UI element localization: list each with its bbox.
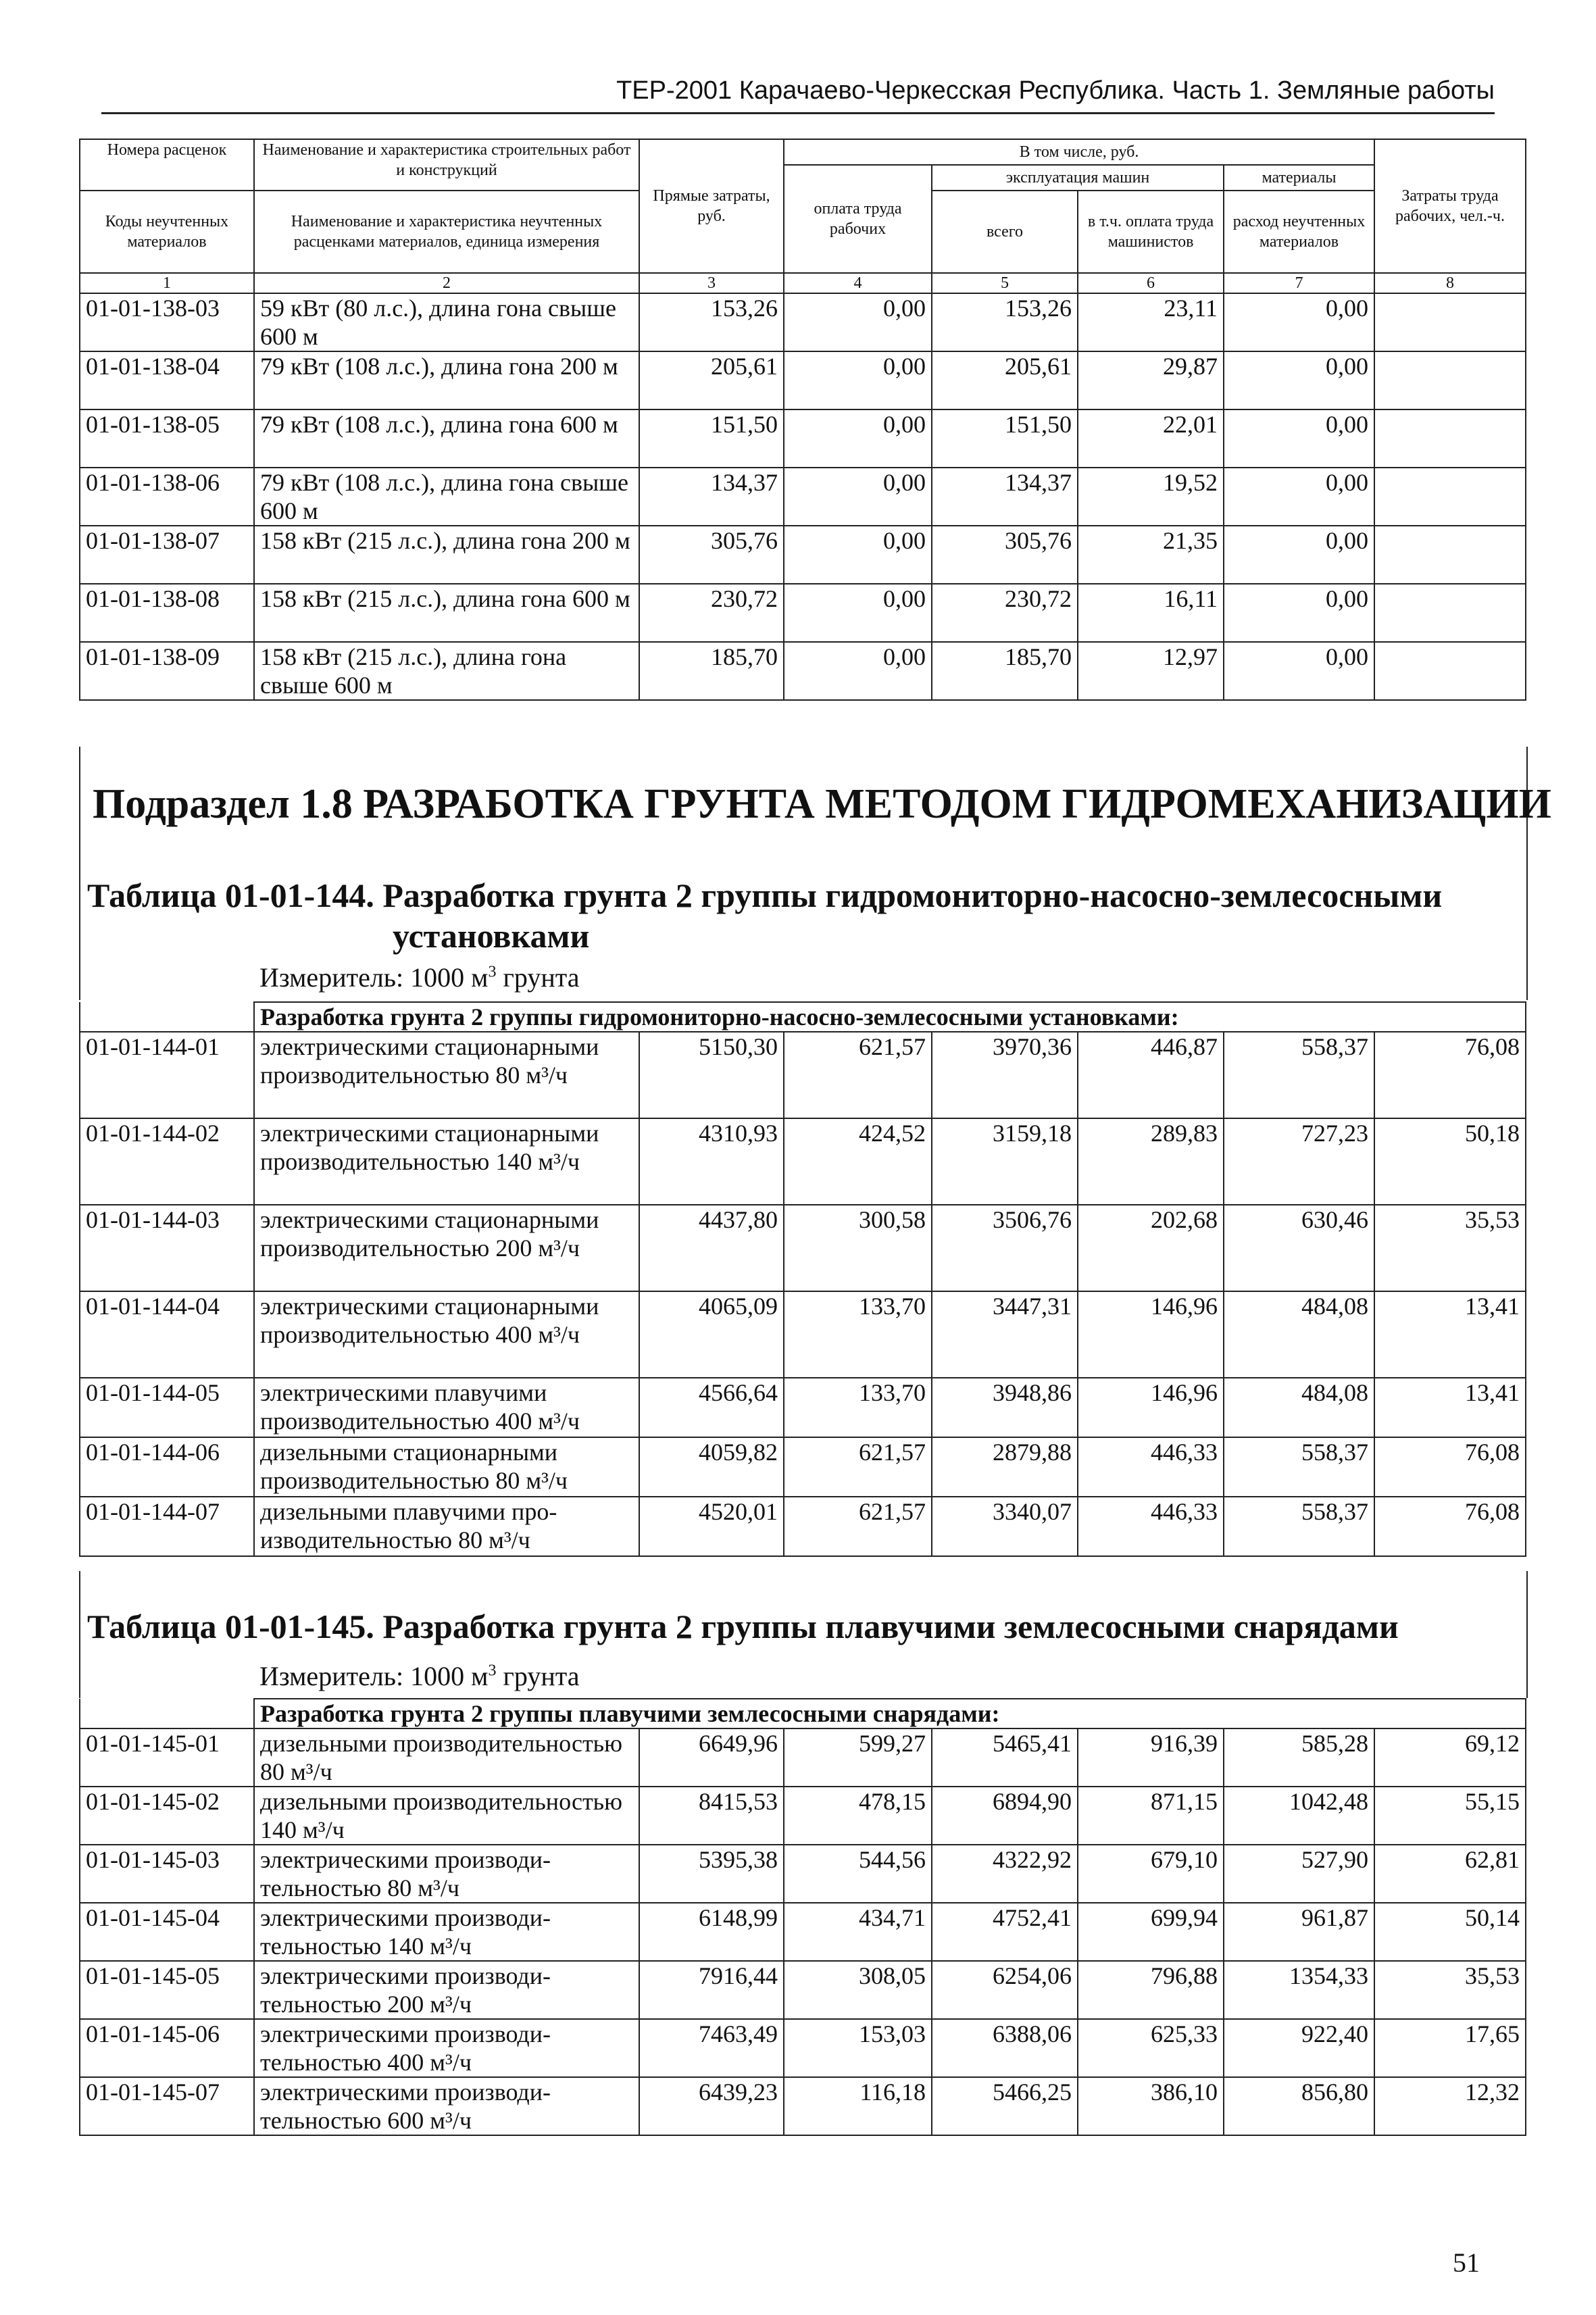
section-title: Подраздел 1.8 РАЗРАБОТКА ГРУНТА МЕТОДОМ ГИДРОМЕХАНИЗАЦИИ (93, 781, 1551, 827)
operator-pay-value: 29,87 (1078, 351, 1224, 409)
header-rate-numbers: Номера расценок (80, 139, 254, 191)
rate-description: электрическими производительностью 200 м³/ч (254, 1961, 639, 2019)
direct-costs-value: 4520,01 (639, 1497, 784, 1556)
worker-pay-value: 424,52 (784, 1118, 932, 1205)
rate-description: дизельными плавучими производительностью 80 м³/ч (254, 1497, 639, 1556)
labor-costs-value: 55,15 (1374, 1787, 1526, 1845)
rate-code: 01-01-144-03 (80, 1205, 254, 1291)
labor-costs-value: 76,08 (1374, 1497, 1526, 1556)
table-row (80, 1032, 1526, 1118)
labor-costs-value: 35,53 (1374, 1205, 1526, 1291)
direct-costs-value: 151,50 (639, 409, 784, 468)
rate-code: 01-01-138-08 (80, 584, 254, 642)
materials-value: 484,08 (1224, 1378, 1374, 1437)
header-material-consumption: расход неучтенных материалов (1224, 191, 1374, 273)
machine-total-value: 134,37 (932, 468, 1078, 526)
rate-code: 01-01-145-05 (80, 1961, 254, 2019)
table145-title: Таблица 01-01-145. Разработка грунта 2 группы плавучими землесосными снарядами (87, 1608, 1399, 1645)
page-header-title: ТЕР-2001 Карачаево-Черкесская Республика. Часть 1. Земляные работы (616, 76, 1495, 105)
table-row (80, 1378, 1526, 1437)
rate-code: 01-01-145-04 (80, 1903, 254, 1961)
rate-code: 01-01-145-06 (80, 2019, 254, 2077)
machine-total-value: 5465,41 (932, 1728, 1078, 1787)
materials-value: 961,87 (1224, 1903, 1374, 1961)
materials-value: 558,37 (1224, 1032, 1374, 1118)
rate-code: 01-01-144-02 (80, 1118, 254, 1205)
rate-code: 01-01-138-03 (80, 293, 254, 351)
rate-description: 59 кВт (80 л.с.), длина гона свыше 600 м (254, 293, 639, 351)
labor-costs-value: 12,32 (1374, 2077, 1526, 2135)
operator-pay-value: 23,11 (1078, 293, 1224, 351)
materials-value: 1042,48 (1224, 1787, 1374, 1845)
table145-meter: Измеритель: 1000 $м^3$ грунта (259, 1661, 580, 1691)
table-row (80, 1728, 1526, 1787)
rate-code: 01-01-138-05 (80, 409, 254, 468)
machine-total-value: 3447,31 (932, 1291, 1078, 1378)
rate-description: электрическими стационарными производительностью 80 м³/ч (254, 1032, 639, 1118)
table144-meter: Измеритель: 1000 $м^3$ грунта (259, 962, 580, 993)
table-row (80, 409, 1526, 468)
rates-table-145 (79, 1698, 1526, 2136)
rate-description: 79 кВт (108 л.с.), длина гона 200 м (254, 351, 639, 409)
materials-value: 585,28 (1224, 1728, 1374, 1787)
machine-total-value: 3948,86 (932, 1378, 1078, 1437)
materials-value: 0,00 (1224, 293, 1374, 351)
rate-code: 01-01-144-04 (80, 1291, 254, 1378)
materials-value: 922,40 (1224, 2019, 1374, 2077)
worker-pay-value: 621,57 (784, 1497, 932, 1556)
operator-pay-value: 446,87 (1078, 1032, 1224, 1118)
machine-total-value: 4322,92 (932, 1845, 1078, 1903)
machine-total-value: 4752,41 (932, 1903, 1078, 1961)
rate-description: дизельными производительностью 140 м³/ч (254, 1787, 639, 1845)
labor-costs-value: 35,53 (1374, 1961, 1526, 2019)
rate-description: дизельными стационарными производительностью 80 м³/ч (254, 1437, 639, 1497)
rate-code: 01-01-144-05 (80, 1378, 254, 1437)
rate-code: 01-01-138-09 (80, 642, 254, 700)
operator-pay-value: 446,33 (1078, 1437, 1224, 1497)
rate-code: 01-01-144-07 (80, 1497, 254, 1556)
direct-costs-value: 185,70 (639, 642, 784, 700)
operator-pay-value: 699,94 (1078, 1903, 1224, 1961)
worker-pay-value: 153,03 (784, 2019, 932, 2077)
rates-table-138 (79, 139, 1526, 701)
table144-group-label: Разработка грунта 2 группы гидромониторно-насосно-землесосными установками: (254, 1002, 1526, 1032)
header-labor-costs: Затраты труда рабочих, чел.-ч. (1374, 139, 1526, 273)
operator-pay-value: 16,11 (1078, 584, 1224, 642)
machine-total-value: 2879,88 (932, 1437, 1078, 1497)
table145-group-label: Разработка грунта 2 группы плавучими землесосными снарядами: (254, 1699, 1526, 1728)
rate-description: 79 кВт (108 л.с.), длина гона 600 м (254, 409, 639, 468)
rows-138 (80, 293, 1526, 700)
materials-value: 0,00 (1224, 468, 1374, 526)
column-numbers-row: 1 2 3 4 5 6 7 8 (80, 273, 1526, 293)
rate-description: 158 кВт (215 л.с.), длина гона свыше 600 м (254, 642, 639, 700)
materials-value: 0,00 (1224, 409, 1374, 468)
labor-costs-value: 76,08 (1374, 1437, 1526, 1497)
worker-pay-value: 478,15 (784, 1787, 932, 1845)
direct-costs-value: 7916,44 (639, 1961, 784, 2019)
table-header (80, 139, 1526, 293)
rate-description: дизельными производительностью 80 м³/ч (254, 1728, 639, 1787)
worker-pay-value: 0,00 (784, 293, 932, 351)
machine-total-value: 230,72 (932, 584, 1078, 642)
page-header (101, 72, 1495, 114)
machine-total-value: 5466,25 (932, 2077, 1078, 2135)
materials-value: 0,00 (1224, 526, 1374, 584)
worker-pay-value: 133,70 (784, 1291, 932, 1378)
operator-pay-value: 446,33 (1078, 1497, 1224, 1556)
worker-pay-value: 0,00 (784, 642, 932, 700)
worker-pay-value: 0,00 (784, 468, 932, 526)
rate-description: электрическими производительностью 140 м³/ч (254, 1903, 639, 1961)
machine-total-value: 6388,06 (932, 2019, 1078, 2077)
worker-pay-value: 621,57 (784, 1032, 932, 1118)
direct-costs-value: 6649,96 (639, 1728, 784, 1787)
direct-costs-value: 153,26 (639, 293, 784, 351)
operator-pay-value: 386,10 (1078, 2077, 1224, 2135)
header-material-codes: Коды неучтенных материалов (80, 191, 254, 273)
rate-code: 01-01-138-04 (80, 351, 254, 409)
machine-total-value: 3506,76 (932, 1205, 1078, 1291)
rate-description: электрическими производительностью 80 м³/ч (254, 1845, 639, 1903)
labor-costs-value: 76,08 (1374, 1032, 1526, 1118)
labor-costs-value: 69,12 (1374, 1728, 1526, 1787)
materials-value: 484,08 (1224, 1291, 1374, 1378)
operator-pay-value: 625,33 (1078, 2019, 1224, 2077)
worker-pay-value: 0,00 (784, 584, 932, 642)
table144-title-block (79, 848, 1528, 1000)
materials-value: 558,37 (1224, 1497, 1374, 1556)
header-machine-total: всего (932, 191, 1078, 273)
direct-costs-value: 7463,49 (639, 2019, 784, 2077)
direct-costs-value: 5150,30 (639, 1032, 784, 1118)
materials-value: 630,46 (1224, 1205, 1374, 1291)
rows-144 (80, 1032, 1526, 1556)
worker-pay-value: 599,27 (784, 1728, 932, 1787)
table-row (80, 1845, 1526, 1903)
labor-costs-value (1374, 584, 1526, 642)
table-row (80, 1437, 1526, 1497)
labor-costs-value (1374, 351, 1526, 409)
header-material-name: Наименование и характеристика неучтенных расценками материалов, единица измерения (254, 191, 639, 273)
direct-costs-value: 4059,82 (639, 1437, 784, 1497)
table-row (80, 1205, 1526, 1291)
rate-description: электрическими производительностью 600 м³/ч (254, 2077, 639, 2135)
worker-pay-value: 0,00 (784, 409, 932, 468)
materials-value: 0,00 (1224, 642, 1374, 700)
direct-costs-value: 4310,93 (639, 1118, 784, 1205)
labor-costs-value: 13,41 (1374, 1378, 1526, 1437)
rate-description: электрическими стационарными производительностью 400 м³/ч (254, 1291, 639, 1378)
rate-code: 01-01-138-07 (80, 526, 254, 584)
operator-pay-value: 871,15 (1078, 1787, 1224, 1845)
header-operator-pay: в т.ч. оплата труда машинистов (1078, 191, 1224, 273)
table-row (80, 293, 1526, 351)
rate-code: 01-01-145-07 (80, 2077, 254, 2135)
worker-pay-value: 621,57 (784, 1437, 932, 1497)
rate-code: 01-01-138-06 (80, 468, 254, 526)
labor-costs-value (1374, 642, 1526, 700)
rate-code: 01-01-144-06 (80, 1437, 254, 1497)
direct-costs-value: 230,72 (639, 584, 784, 642)
materials-value: 727,23 (1224, 1118, 1374, 1205)
rate-code: 01-01-145-03 (80, 1845, 254, 1903)
table-row (80, 1118, 1526, 1205)
direct-costs-value: 305,76 (639, 526, 784, 584)
worker-pay-value: 0,00 (784, 526, 932, 584)
direct-costs-value: 4065,09 (639, 1291, 784, 1378)
operator-pay-value: 289,83 (1078, 1118, 1224, 1205)
labor-costs-value (1374, 468, 1526, 526)
materials-value: 0,00 (1224, 351, 1374, 409)
machine-total-value: 3159,18 (932, 1118, 1078, 1205)
header-work-name: Наименование и характеристика строительных работ и конструкций (254, 139, 639, 191)
operator-pay-value: 916,39 (1078, 1728, 1224, 1787)
worker-pay-value: 116,18 (784, 2077, 932, 2135)
machine-total-value: 3970,36 (932, 1032, 1078, 1118)
worker-pay-value: 0,00 (784, 351, 932, 409)
header-worker-pay: оплата труда рабочих (784, 165, 932, 273)
worker-pay-value: 300,58 (784, 1205, 932, 1291)
header-including: В том числе, руб. (784, 139, 1374, 165)
direct-costs-value: 5395,38 (639, 1845, 784, 1903)
operator-pay-value: 146,96 (1078, 1291, 1224, 1378)
operator-pay-value: 146,96 (1078, 1378, 1224, 1437)
operator-pay-value: 22,01 (1078, 409, 1224, 468)
direct-costs-value: 6439,23 (639, 2077, 784, 2135)
direct-costs-value: 4566,64 (639, 1378, 784, 1437)
rate-description: 79 кВт (108 л.с.), длина гона свыше 600 м (254, 468, 639, 526)
table-row (80, 351, 1526, 409)
rate-code: 01-01-145-01 (80, 1728, 254, 1787)
table-row (80, 1787, 1526, 1845)
table-row (80, 2077, 1526, 2135)
worker-pay-value: 133,70 (784, 1378, 932, 1437)
materials-value: 1354,33 (1224, 1961, 1374, 2019)
table144-title: Таблица 01-01-144. Разработка грунта 2 группы гидромониторно-насосно-землесосными установками (87, 876, 1443, 955)
machine-total-value: 185,70 (932, 642, 1078, 700)
rate-description: 158 кВт (215 л.с.), длина гона 600 м (254, 584, 639, 642)
machine-total-value: 6254,06 (932, 1961, 1078, 2019)
labor-costs-value: 13,41 (1374, 1291, 1526, 1378)
section-band (79, 747, 1551, 848)
rate-code: 01-01-145-02 (80, 1787, 254, 1845)
table-row (80, 1291, 1526, 1378)
operator-pay-value: 21,35 (1078, 526, 1224, 584)
worker-pay-value: 434,71 (784, 1903, 932, 1961)
rate-description: электрическими стационарными производительностью 200 м³/ч (254, 1205, 639, 1291)
table-row (80, 2019, 1526, 2077)
materials-value: 558,37 (1224, 1437, 1374, 1497)
machine-total-value: 205,61 (932, 351, 1078, 409)
page-number: 51 (1453, 2247, 1480, 2278)
table-row (80, 526, 1526, 584)
operator-pay-value: 202,68 (1078, 1205, 1224, 1291)
table-row (80, 1961, 1526, 2019)
header-materials: материалы (1224, 165, 1374, 191)
rate-code: 01-01-144-01 (80, 1032, 254, 1118)
header-direct-costs: Прямые затраты, руб. (639, 139, 784, 273)
rate-description: электрическими стационарными производительностью 140 м³/ч (254, 1118, 639, 1205)
table-row (80, 1497, 1526, 1556)
table-row (80, 584, 1526, 642)
labor-costs-value (1374, 293, 1526, 351)
rows-145 (80, 1728, 1526, 2135)
materials-value: 527,90 (1224, 1845, 1374, 1903)
table-row (80, 642, 1526, 700)
table-row (80, 1903, 1526, 1961)
rate-description: электрическими производительностью 400 м³/ч (254, 2019, 639, 2077)
operator-pay-value: 19,52 (1078, 468, 1224, 526)
rates-table-144 (79, 1001, 1526, 1557)
materials-value: 856,80 (1224, 2077, 1374, 2135)
labor-costs-value (1374, 409, 1526, 468)
header-machine-operation: эксплуатация машин (932, 165, 1224, 191)
labor-costs-value: 62,81 (1374, 1845, 1526, 1903)
materials-value: 0,00 (1224, 584, 1374, 642)
operator-pay-value: 12,97 (1078, 642, 1224, 700)
labor-costs-value: 50,18 (1374, 1118, 1526, 1205)
labor-costs-value: 50,14 (1374, 1903, 1526, 1961)
table145-title-block (79, 1571, 1528, 1698)
worker-pay-value: 308,05 (784, 1961, 932, 2019)
operator-pay-value: 796,88 (1078, 1961, 1224, 2019)
rate-description: электрическими плавучими производительностью 400 м³/ч (254, 1378, 639, 1437)
rate-description: 158 кВт (215 л.с.), длина гона 200 м (254, 526, 639, 584)
machine-total-value: 153,26 (932, 293, 1078, 351)
direct-costs-value: 8415,53 (639, 1787, 784, 1845)
machine-total-value: 305,76 (932, 526, 1078, 584)
table-row (80, 468, 1526, 526)
machine-total-value: 3340,07 (932, 1497, 1078, 1556)
direct-costs-value: 134,37 (639, 468, 784, 526)
labor-costs-value (1374, 526, 1526, 584)
worker-pay-value: 544,56 (784, 1845, 932, 1903)
operator-pay-value: 679,10 (1078, 1845, 1224, 1903)
direct-costs-value: 4437,80 (639, 1205, 784, 1291)
labor-costs-value: 17,65 (1374, 2019, 1526, 2077)
direct-costs-value: 6148,99 (639, 1903, 784, 1961)
machine-total-value: 6894,90 (932, 1787, 1078, 1845)
direct-costs-value: 205,61 (639, 351, 784, 409)
machine-total-value: 151,50 (932, 409, 1078, 468)
